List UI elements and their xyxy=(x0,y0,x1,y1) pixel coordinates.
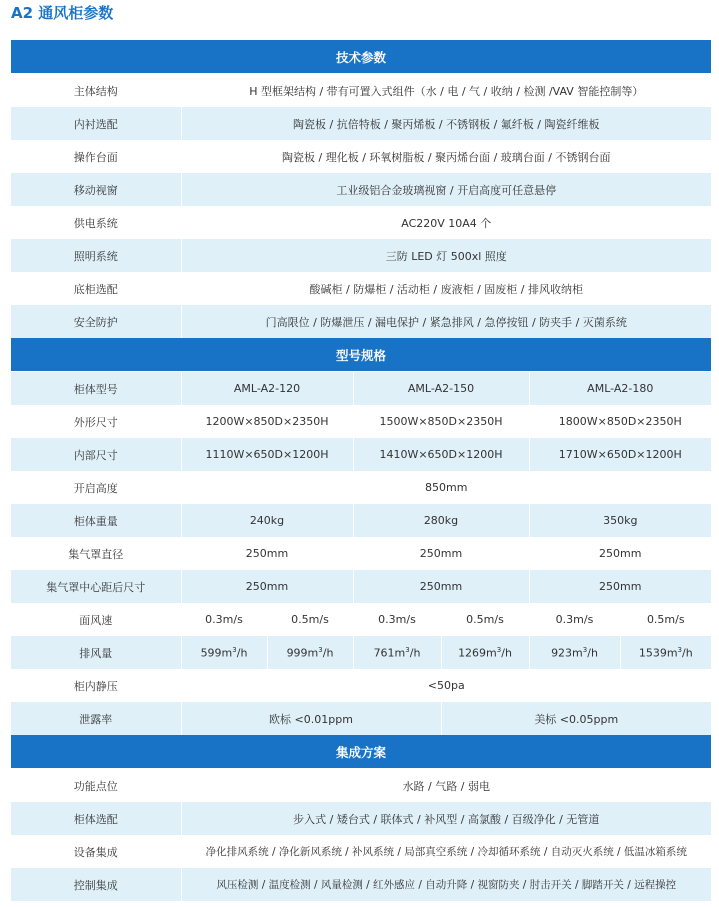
tech-row xyxy=(11,74,711,108)
exhaust-unit: /h xyxy=(501,646,512,660)
weight-cell: 280kg xyxy=(353,504,529,537)
exhaust-cell xyxy=(441,636,529,669)
row-label: 面风速 xyxy=(79,613,113,627)
spec-table xyxy=(11,40,711,901)
row-label: 供电系统 xyxy=(73,216,118,230)
row-label: 设备集成 xyxy=(73,845,118,859)
hood-distance-cell: 250mm xyxy=(181,570,353,603)
static-pressure-row xyxy=(11,669,711,702)
exhaust-cell xyxy=(353,636,441,669)
tech-row xyxy=(11,206,711,239)
row-value: 工业级铝合金玻璃视窗 / 开启高度可任意悬停 xyxy=(181,173,711,206)
row-value: 净化排风系统 / 净化新风系统 / 补风系统 / 局部真空系统 / 冷却循环系统 / 自动灭火系统 / 低温冰箱系统 xyxy=(181,835,711,868)
exhaust-value: 999m xyxy=(286,646,319,660)
inner-size-cell: 1710W×650D×1200H xyxy=(529,438,711,471)
hood-distance-row xyxy=(11,570,711,603)
page-title: A2 通风柜参数 xyxy=(11,4,114,22)
section-header-integration xyxy=(11,735,711,769)
integration-row xyxy=(11,835,711,868)
outer-size-row xyxy=(11,405,711,438)
section-header-tech xyxy=(11,40,711,74)
tech-row xyxy=(11,239,711,272)
row-label: 开启高度 xyxy=(73,481,118,495)
integration-row xyxy=(11,769,711,803)
hood-distance-cell: 250mm xyxy=(529,570,711,603)
row-label: 柜体选配 xyxy=(11,802,181,835)
exhaust-cell xyxy=(529,636,620,669)
row-value: 门高限位 / 防爆泄压 / 漏电保护 / 紧急排风 / 急停按钮 / 防夹手 / 灭菌系统 xyxy=(181,305,711,338)
static-pressure-value: <50pa xyxy=(181,669,711,702)
exhaust-superscript: 3 xyxy=(582,645,588,654)
exhaust-superscript: 3 xyxy=(496,645,502,654)
face-velocity-cell: 0.5m/s xyxy=(441,603,529,636)
open-height-row xyxy=(11,471,711,504)
face-velocity-cell: 0.5m/s xyxy=(267,603,353,636)
row-label: 柜体重量 xyxy=(11,504,181,537)
leak-rate-cell: 欧标 <0.01ppm xyxy=(181,702,441,735)
row-label: 外形尺寸 xyxy=(73,415,118,429)
hood-diameter-cell: 250mm xyxy=(181,537,353,570)
row-label: 功能点位 xyxy=(73,779,118,793)
leak-rate-cell: 美标 <0.05ppm xyxy=(441,702,711,735)
exhaust-value: 1539m xyxy=(638,646,678,660)
row-label: 集气罩直径 xyxy=(68,547,124,561)
row-value: 风压检测 / 温度检测 / 风量检测 / 红外感应 / 自动升降 / 视窗防夹 / 肘击开关 / 脚踏开关 / 远程操控 xyxy=(181,868,711,901)
integration-row xyxy=(11,868,711,901)
tech-row xyxy=(11,272,711,305)
exhaust-row xyxy=(11,636,711,669)
exhaust-unit: /h xyxy=(587,646,598,660)
hood-diameter-cell: 250mm xyxy=(529,537,711,570)
open-height-value: 850mm xyxy=(181,471,711,504)
row-label: 泄露率 xyxy=(11,702,181,735)
exhaust-unit: /h xyxy=(322,646,334,660)
hood-diameter-cell: 250mm xyxy=(353,537,529,570)
outer-size-cell: 1800W×850D×2350H xyxy=(529,405,711,438)
exhaust-unit: /h xyxy=(682,646,693,660)
hood-diameter-row xyxy=(11,537,711,570)
row-value: 陶瓷板 / 理化板 / 环氧树脂板 / 聚丙烯台面 / 玻璃台面 / 不锈钢台面 xyxy=(181,140,711,173)
face-velocity-cell: 0.3m/s xyxy=(353,603,441,636)
tech-row xyxy=(11,305,711,338)
exhaust-cell xyxy=(620,636,711,669)
outer-size-cell: 1200W×850D×2350H xyxy=(181,405,353,438)
tech-row xyxy=(11,140,711,173)
row-label: 底柜选配 xyxy=(73,282,118,296)
model-row xyxy=(11,372,711,406)
weight-cell: 240kg xyxy=(181,504,353,537)
model-cell: AML-A2-180 xyxy=(529,372,711,406)
outer-size-cell: 1500W×850D×2350H xyxy=(353,405,529,438)
tech-row xyxy=(11,173,711,206)
inner-size-cell: 1410W×650D×1200H xyxy=(353,438,529,471)
section-title: 技术参数 xyxy=(11,40,711,74)
row-label: 排风量 xyxy=(11,636,181,669)
row-label: 安全防护 xyxy=(11,305,181,338)
section-title: 型号规格 xyxy=(11,338,711,372)
exhaust-cell xyxy=(181,636,267,669)
row-value: AC220V 10A4 个 xyxy=(181,206,711,239)
exhaust-cell xyxy=(267,636,353,669)
exhaust-value: 1269m xyxy=(458,646,497,660)
row-value: 步入式 / 矮台式 / 联体式 / 补风型 / 高氯酸 / 百级净化 / 无管道 xyxy=(181,802,711,835)
integration-row xyxy=(11,802,711,835)
hood-distance-cell: 250mm xyxy=(353,570,529,603)
inner-size-cell: 1110W×650D×1200H xyxy=(181,438,353,471)
face-velocity-cell: 0.3m/s xyxy=(181,603,267,636)
tech-row xyxy=(11,107,711,140)
weight-row xyxy=(11,504,711,537)
row-label: 内衬选配 xyxy=(11,107,181,140)
row-value: H 型框架结构 / 带有可置入式组件（水 / 电 / 气 / 收纳 / 检测 /VAV 智能控制等） xyxy=(181,74,711,108)
row-label: 主体结构 xyxy=(73,84,118,98)
exhaust-unit: /h xyxy=(409,646,421,660)
row-label: 柜内静压 xyxy=(73,679,118,693)
leak-rate-row xyxy=(11,702,711,735)
exhaust-value: 761m xyxy=(373,646,406,660)
row-label: 照明系统 xyxy=(11,239,181,272)
section-header-model xyxy=(11,338,711,372)
row-value: 酸碱柜 / 防爆柜 / 活动柜 / 废液柜 / 固废柜 / 排风收纳柜 xyxy=(181,272,711,305)
row-value: 水路 / 气路 / 弱电 xyxy=(181,769,711,803)
exhaust-superscript: 3 xyxy=(677,645,683,654)
row-label: 移动视窗 xyxy=(11,173,181,206)
exhaust-superscript: 3 xyxy=(232,645,237,654)
face-velocity-cell: 0.5m/s xyxy=(620,603,711,636)
inner-size-row xyxy=(11,438,711,471)
row-label: 控制集成 xyxy=(11,868,181,901)
row-value: 三防 LED 灯 500xl 照度 xyxy=(181,239,711,272)
face-velocity-row xyxy=(11,603,711,636)
model-cell: AML-A2-120 xyxy=(181,372,353,406)
row-label: 集气罩中心距后尺寸 xyxy=(11,570,181,603)
section-title: 集成方案 xyxy=(11,735,711,769)
row-label: 柜体型号 xyxy=(11,372,181,406)
exhaust-superscript: 3 xyxy=(318,645,323,654)
exhaust-unit: /h xyxy=(236,646,248,660)
exhaust-superscript: 3 xyxy=(405,645,410,654)
row-value: 陶瓷板 / 抗倍特板 / 聚丙烯板 / 不锈钢板 / 氟纤板 / 陶瓷纤维板 xyxy=(181,107,711,140)
face-velocity-cell: 0.3m/s xyxy=(529,603,620,636)
exhaust-value: 599m xyxy=(200,646,233,660)
row-label: 操作台面 xyxy=(73,150,118,164)
model-cell: AML-A2-150 xyxy=(353,372,529,406)
row-label: 内部尺寸 xyxy=(11,438,181,471)
exhaust-value: 923m xyxy=(551,646,583,660)
weight-cell: 350kg xyxy=(529,504,711,537)
